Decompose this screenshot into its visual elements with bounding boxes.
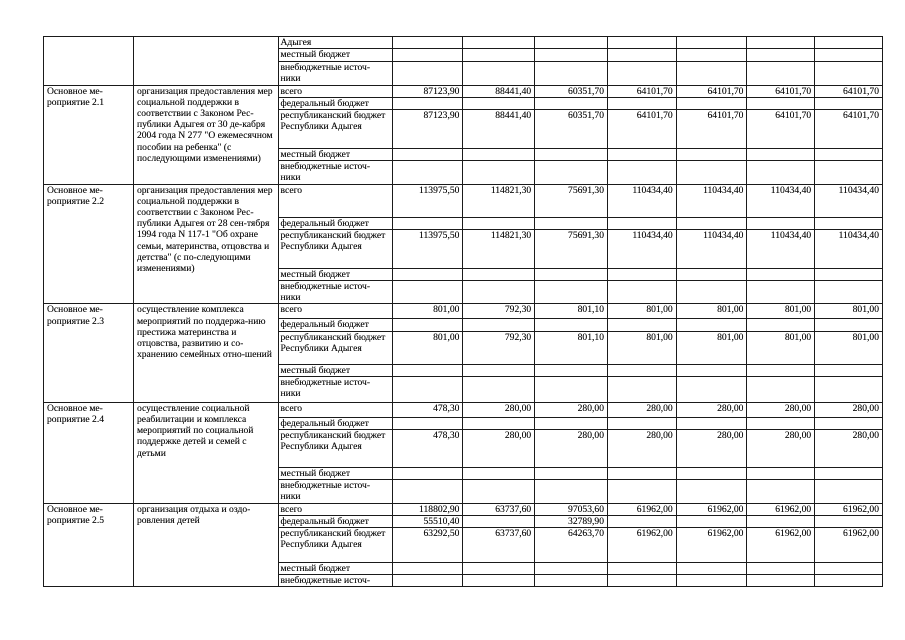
- table-row: [44, 184, 883, 217]
- value-cell: 478,30: [392, 402, 463, 417]
- value-cell: [535, 575, 608, 587]
- value-cell: [535, 62, 608, 85]
- value-cell: 61962,00: [676, 503, 747, 515]
- value-cell: [747, 515, 815, 527]
- value-cell: [676, 217, 747, 229]
- funding-source-cell: федеральный бюджет: [278, 217, 392, 229]
- value-cell: [392, 281, 463, 304]
- value-cell: [676, 268, 747, 280]
- value-cell: 61962,00: [676, 528, 747, 563]
- value-cell: 280,00: [676, 402, 747, 417]
- funding-source-cell: всего: [278, 184, 392, 217]
- funding-source-cell: всего: [278, 503, 392, 515]
- funding-source-cell: всего: [278, 402, 392, 417]
- value-cell: 64101,70: [815, 110, 883, 149]
- measure-description-cell: осуществление социальной реабилитации и комплекса мероприятий по социальной поддержке детей и семей с детьми: [133, 402, 278, 503]
- value-cell: [392, 149, 463, 161]
- value-cell: [815, 319, 883, 331]
- measure-description-cell: осуществление комплекса мероприятий по поддержа-нию престижа материнства и отцовства, развитию и со-хранению семейных отно-шений: [133, 304, 278, 402]
- value-cell: [815, 161, 883, 184]
- value-cell: [676, 575, 747, 587]
- funding-source-cell: всего: [278, 85, 392, 97]
- value-cell: [392, 575, 463, 587]
- funding-source-cell: республиканский бюджет Республики Адыгея: [278, 331, 392, 364]
- funding-source-cell: местный бюджет: [278, 49, 392, 62]
- funding-source-cell: федеральный бюджет: [278, 319, 392, 331]
- value-cell: [535, 480, 608, 503]
- value-cell: [463, 268, 535, 280]
- value-cell: [535, 217, 608, 229]
- value-cell: [392, 319, 463, 331]
- value-cell: [535, 37, 608, 49]
- value-cell: 63737,60: [463, 503, 535, 515]
- value-cell: 280,00: [608, 430, 677, 468]
- value-cell: [608, 161, 677, 184]
- value-cell: [535, 417, 608, 429]
- funding-source-cell: федеральный бюджет: [278, 515, 392, 527]
- value-cell: [747, 417, 815, 429]
- value-cell: 60351,70: [535, 85, 608, 97]
- value-cell: [747, 364, 815, 376]
- value-cell: [608, 149, 677, 161]
- value-cell: 61962,00: [815, 503, 883, 515]
- value-cell: 110434,40: [747, 229, 815, 268]
- funding-source-cell: внебюджетные источ-ники: [278, 480, 392, 503]
- value-cell: [747, 468, 815, 480]
- measure-description-cell: [133, 37, 278, 86]
- value-cell: [463, 468, 535, 480]
- funding-source-cell: внебюджетные источ-ники: [278, 161, 392, 184]
- value-cell: 280,00: [535, 430, 608, 468]
- table-row: [44, 85, 883, 97]
- funding-source-cell: внебюджетные источ-: [278, 575, 392, 587]
- value-cell: [815, 97, 883, 109]
- table-row: [44, 37, 883, 49]
- value-cell: [463, 217, 535, 229]
- value-cell: [463, 97, 535, 109]
- value-cell: [608, 281, 677, 304]
- value-cell: [676, 468, 747, 480]
- value-cell: 792,30: [463, 331, 535, 364]
- funding-source-cell: местный бюджет: [278, 364, 392, 376]
- value-cell: [815, 281, 883, 304]
- value-cell: 32789,90: [535, 515, 608, 527]
- value-cell: 280,00: [747, 402, 815, 417]
- value-cell: [676, 417, 747, 429]
- value-cell: [676, 515, 747, 527]
- value-cell: [463, 319, 535, 331]
- value-cell: [747, 319, 815, 331]
- value-cell: 61962,00: [747, 528, 815, 563]
- value-cell: [392, 217, 463, 229]
- value-cell: [608, 97, 677, 109]
- value-cell: 801,00: [815, 331, 883, 364]
- value-cell: [392, 468, 463, 480]
- value-cell: 64263,70: [535, 528, 608, 563]
- value-cell: 60351,70: [535, 110, 608, 149]
- value-cell: 75691,30: [535, 229, 608, 268]
- table-row: [44, 304, 883, 319]
- value-cell: [747, 563, 815, 575]
- value-cell: 64101,70: [608, 85, 677, 97]
- value-cell: [608, 217, 677, 229]
- value-cell: [463, 281, 535, 304]
- value-cell: 118802,90: [392, 503, 463, 515]
- value-cell: 87123,90: [392, 110, 463, 149]
- value-cell: [815, 515, 883, 527]
- value-cell: [676, 49, 747, 62]
- value-cell: 801,00: [747, 331, 815, 364]
- value-cell: 64101,70: [608, 110, 677, 149]
- value-cell: [747, 575, 815, 587]
- value-cell: [608, 268, 677, 280]
- value-cell: 61962,00: [747, 503, 815, 515]
- value-cell: [463, 49, 535, 62]
- value-cell: [608, 49, 677, 62]
- budget-table: [43, 36, 883, 587]
- value-cell: [392, 62, 463, 85]
- value-cell: [747, 217, 815, 229]
- value-cell: [676, 319, 747, 331]
- value-cell: [392, 49, 463, 62]
- value-cell: [676, 62, 747, 85]
- value-cell: 63737,60: [463, 528, 535, 563]
- value-cell: 801,00: [676, 331, 747, 364]
- value-cell: 110434,40: [676, 184, 747, 217]
- value-cell: [815, 149, 883, 161]
- value-cell: [463, 417, 535, 429]
- funding-source-cell: всего: [278, 304, 392, 319]
- value-cell: [608, 376, 677, 402]
- value-cell: [747, 281, 815, 304]
- funding-source-cell: внебюджетные источ-ники: [278, 376, 392, 402]
- value-cell: 280,00: [608, 402, 677, 417]
- value-cell: [535, 268, 608, 280]
- value-cell: [676, 161, 747, 184]
- value-cell: 280,00: [463, 402, 535, 417]
- table-row: [44, 503, 883, 515]
- value-cell: [608, 575, 677, 587]
- value-cell: [463, 376, 535, 402]
- measure-code-cell: Основное ме-роприятие 2.4: [44, 402, 134, 503]
- value-cell: 801,00: [676, 304, 747, 319]
- value-cell: [535, 563, 608, 575]
- funding-source-cell: Адыгея: [278, 37, 392, 49]
- value-cell: [535, 364, 608, 376]
- value-cell: [535, 97, 608, 109]
- value-cell: [392, 268, 463, 280]
- funding-source-cell: внебюджетные источ-ники: [278, 62, 392, 85]
- value-cell: 61962,00: [815, 528, 883, 563]
- value-cell: [535, 376, 608, 402]
- value-cell: 801,00: [392, 304, 463, 319]
- value-cell: [747, 268, 815, 280]
- value-cell: [608, 480, 677, 503]
- value-cell: [463, 62, 535, 85]
- value-cell: [392, 37, 463, 49]
- value-cell: 88441,40: [463, 110, 535, 149]
- value-cell: 110434,40: [747, 184, 815, 217]
- value-cell: 113975,50: [392, 229, 463, 268]
- value-cell: [815, 563, 883, 575]
- funding-source-cell: республиканский бюджет Республики Адыгея: [278, 110, 392, 149]
- value-cell: [815, 575, 883, 587]
- value-cell: [676, 364, 747, 376]
- value-cell: 64101,70: [747, 85, 815, 97]
- value-cell: 64101,70: [676, 110, 747, 149]
- funding-source-cell: федеральный бюджет: [278, 97, 392, 109]
- value-cell: [676, 97, 747, 109]
- value-cell: [676, 563, 747, 575]
- funding-source-cell: внебюджетные источ-ники: [278, 281, 392, 304]
- value-cell: [815, 217, 883, 229]
- value-cell: [392, 364, 463, 376]
- value-cell: [535, 149, 608, 161]
- value-cell: 280,00: [535, 402, 608, 417]
- table-body: [44, 37, 883, 587]
- value-cell: [815, 364, 883, 376]
- value-cell: 61962,00: [608, 503, 677, 515]
- funding-source-cell: республиканский бюджет Республики Адыгея: [278, 430, 392, 468]
- value-cell: [815, 37, 883, 49]
- value-cell: [815, 62, 883, 85]
- value-cell: 801,00: [608, 304, 677, 319]
- funding-source-cell: местный бюджет: [278, 268, 392, 280]
- value-cell: [815, 417, 883, 429]
- measure-code-cell: Основное ме-роприятие 2.5: [44, 503, 134, 587]
- value-cell: 280,00: [463, 430, 535, 468]
- value-cell: 280,00: [676, 430, 747, 468]
- value-cell: [535, 468, 608, 480]
- value-cell: [608, 563, 677, 575]
- value-cell: [463, 480, 535, 503]
- value-cell: [392, 161, 463, 184]
- value-cell: [676, 37, 747, 49]
- value-cell: 63292,50: [392, 528, 463, 563]
- value-cell: [676, 281, 747, 304]
- value-cell: 114821,30: [463, 184, 535, 217]
- measure-description-cell: организация предоставления мер социальной поддержки в соответствии с Законом Рес-публики Адыгея от 28 сен-тября 1994 года N 117-1 "Об охране семьи, материнства, отцовства и детства" (с по-следующими изменениями): [133, 184, 278, 304]
- value-cell: [815, 480, 883, 503]
- value-cell: [463, 563, 535, 575]
- value-cell: [608, 319, 677, 331]
- value-cell: [815, 49, 883, 62]
- value-cell: [463, 515, 535, 527]
- value-cell: 280,00: [815, 402, 883, 417]
- funding-source-cell: республиканский бюджет Республики Адыгея: [278, 229, 392, 268]
- value-cell: [747, 376, 815, 402]
- value-cell: [815, 376, 883, 402]
- value-cell: 114821,30: [463, 229, 535, 268]
- funding-source-cell: республиканский бюджет Республики Адыгея: [278, 528, 392, 563]
- value-cell: [747, 97, 815, 109]
- value-cell: 801,00: [815, 304, 883, 319]
- value-cell: 801,00: [747, 304, 815, 319]
- measure-description-cell: организация предоставления мер социальной поддержки в соответствии с Законом Рес-публики Адыгея от 30 де-кабря 2004 года N 277 "О ежемесячном пособии на ребенка" (с последующими изменениями): [133, 85, 278, 184]
- value-cell: 110434,40: [608, 184, 677, 217]
- value-cell: [815, 468, 883, 480]
- value-cell: [463, 161, 535, 184]
- value-cell: [463, 364, 535, 376]
- measure-code-cell: Основное ме-роприятие 2.1: [44, 85, 134, 184]
- value-cell: 110434,40: [815, 229, 883, 268]
- value-cell: 64101,70: [676, 85, 747, 97]
- value-cell: 87123,90: [392, 85, 463, 97]
- value-cell: 280,00: [815, 430, 883, 468]
- value-cell: [747, 161, 815, 184]
- value-cell: 801,00: [608, 331, 677, 364]
- value-cell: 801,10: [535, 331, 608, 364]
- value-cell: [463, 37, 535, 49]
- value-cell: [392, 563, 463, 575]
- measure-code-cell: Основное ме-роприятие 2.2: [44, 184, 134, 304]
- value-cell: [608, 515, 677, 527]
- value-cell: 792,30: [463, 304, 535, 319]
- value-cell: [747, 62, 815, 85]
- value-cell: 64101,70: [815, 85, 883, 97]
- value-cell: [747, 49, 815, 62]
- value-cell: [608, 62, 677, 85]
- value-cell: 110434,40: [676, 229, 747, 268]
- table-row: [44, 402, 883, 417]
- value-cell: [608, 364, 677, 376]
- value-cell: 75691,30: [535, 184, 608, 217]
- value-cell: [747, 480, 815, 503]
- value-cell: 280,00: [747, 430, 815, 468]
- value-cell: [747, 37, 815, 49]
- value-cell: [535, 161, 608, 184]
- value-cell: [608, 468, 677, 480]
- budget-table-page: [43, 36, 883, 594]
- value-cell: 64101,70: [747, 110, 815, 149]
- value-cell: 801,00: [392, 331, 463, 364]
- funding-source-cell: местный бюджет: [278, 149, 392, 161]
- value-cell: [815, 268, 883, 280]
- value-cell: 478,30: [392, 430, 463, 468]
- value-cell: [676, 376, 747, 402]
- value-cell: [608, 37, 677, 49]
- value-cell: [392, 97, 463, 109]
- funding-source-cell: местный бюджет: [278, 563, 392, 575]
- value-cell: 801,10: [535, 304, 608, 319]
- value-cell: [676, 149, 747, 161]
- value-cell: [463, 575, 535, 587]
- value-cell: [535, 49, 608, 62]
- funding-source-cell: федеральный бюджет: [278, 417, 392, 429]
- measure-code-cell: [44, 37, 134, 86]
- value-cell: [608, 417, 677, 429]
- value-cell: 97053,60: [535, 503, 608, 515]
- value-cell: 113975,50: [392, 184, 463, 217]
- measure-code-cell: Основное ме-роприятие 2.3: [44, 304, 134, 402]
- value-cell: [676, 480, 747, 503]
- value-cell: [392, 376, 463, 402]
- value-cell: [535, 281, 608, 304]
- value-cell: 88441,40: [463, 85, 535, 97]
- value-cell: [535, 319, 608, 331]
- value-cell: [747, 149, 815, 161]
- value-cell: 110434,40: [815, 184, 883, 217]
- value-cell: [392, 480, 463, 503]
- measure-description-cell: организация отдыха и оздо-ровления детей: [133, 503, 278, 587]
- value-cell: [392, 417, 463, 429]
- funding-source-cell: местный бюджет: [278, 468, 392, 480]
- value-cell: 61962,00: [608, 528, 677, 563]
- value-cell: [463, 149, 535, 161]
- value-cell: 55510,40: [392, 515, 463, 527]
- value-cell: 110434,40: [608, 229, 677, 268]
